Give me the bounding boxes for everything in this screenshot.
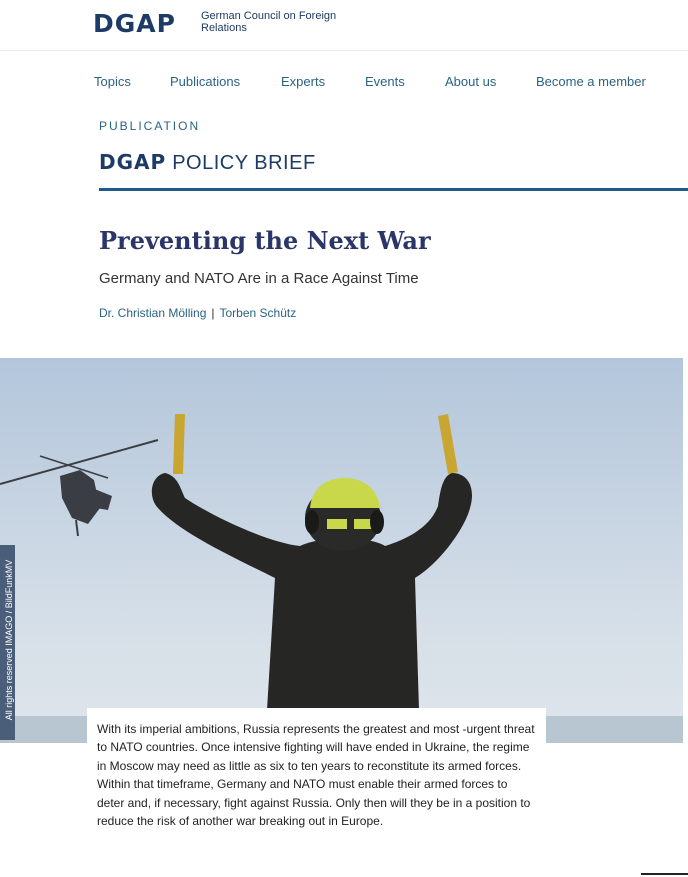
- article-subtitle: Germany and NATO Are in a Race Against Time: [99, 270, 419, 287]
- hero-photo: [0, 358, 683, 743]
- author-link[interactable]: Dr. Christian Mölling: [99, 306, 207, 320]
- series-name: POLICY BRIEF: [172, 152, 316, 174]
- article-summary: With its imperial ambitions, Russia represents the greatest and most -urgent threat to NATO countries. Once intensive fighting will have ended in Ukraine, the regime in Moscow may need as little as six to ten years to reconstitute its armed forces. Within that timeframe, Germany and NATO must enable their armed forces to deter and, if necessary, fight against Russia. Only then will they be in a position to reduce the risk of another war breaking out in Europe.: [87, 708, 546, 842]
- nav-item-become-member[interactable]: Become a member: [536, 74, 646, 89]
- nav-item-about-us[interactable]: About us: [445, 74, 497, 89]
- site-tagline: German Council on Foreign Relations: [201, 10, 337, 34]
- series-brand: DGAP: [99, 150, 167, 174]
- article-title: Preventing the Next War: [99, 226, 431, 255]
- main-nav: [0, 74, 688, 94]
- nav-item-experts[interactable]: Experts: [281, 74, 326, 89]
- header-divider: [99, 188, 688, 191]
- nav-item-publications[interactable]: Publications: [170, 74, 241, 89]
- image-credit: [0, 545, 15, 740]
- author-link[interactable]: Torben Schütz: [219, 306, 297, 320]
- nav-item-topics[interactable]: Topics: [94, 74, 131, 89]
- dgap-logo[interactable]: DGAP: [93, 9, 176, 38]
- publication-kicker: PUBLICATION: [99, 119, 201, 133]
- author-separator: |: [211, 306, 215, 320]
- hero-image: [0, 358, 683, 743]
- series-title: [99, 150, 316, 175]
- left-wand: [173, 414, 185, 474]
- nav-item-events[interactable]: Events: [365, 74, 405, 89]
- site-header: [0, 0, 688, 51]
- scroll-indicator: [641, 873, 688, 875]
- image-credit-text: All rights reserved IMAGO / BildFunkMV: [4, 559, 14, 721]
- author-list: [99, 306, 296, 320]
